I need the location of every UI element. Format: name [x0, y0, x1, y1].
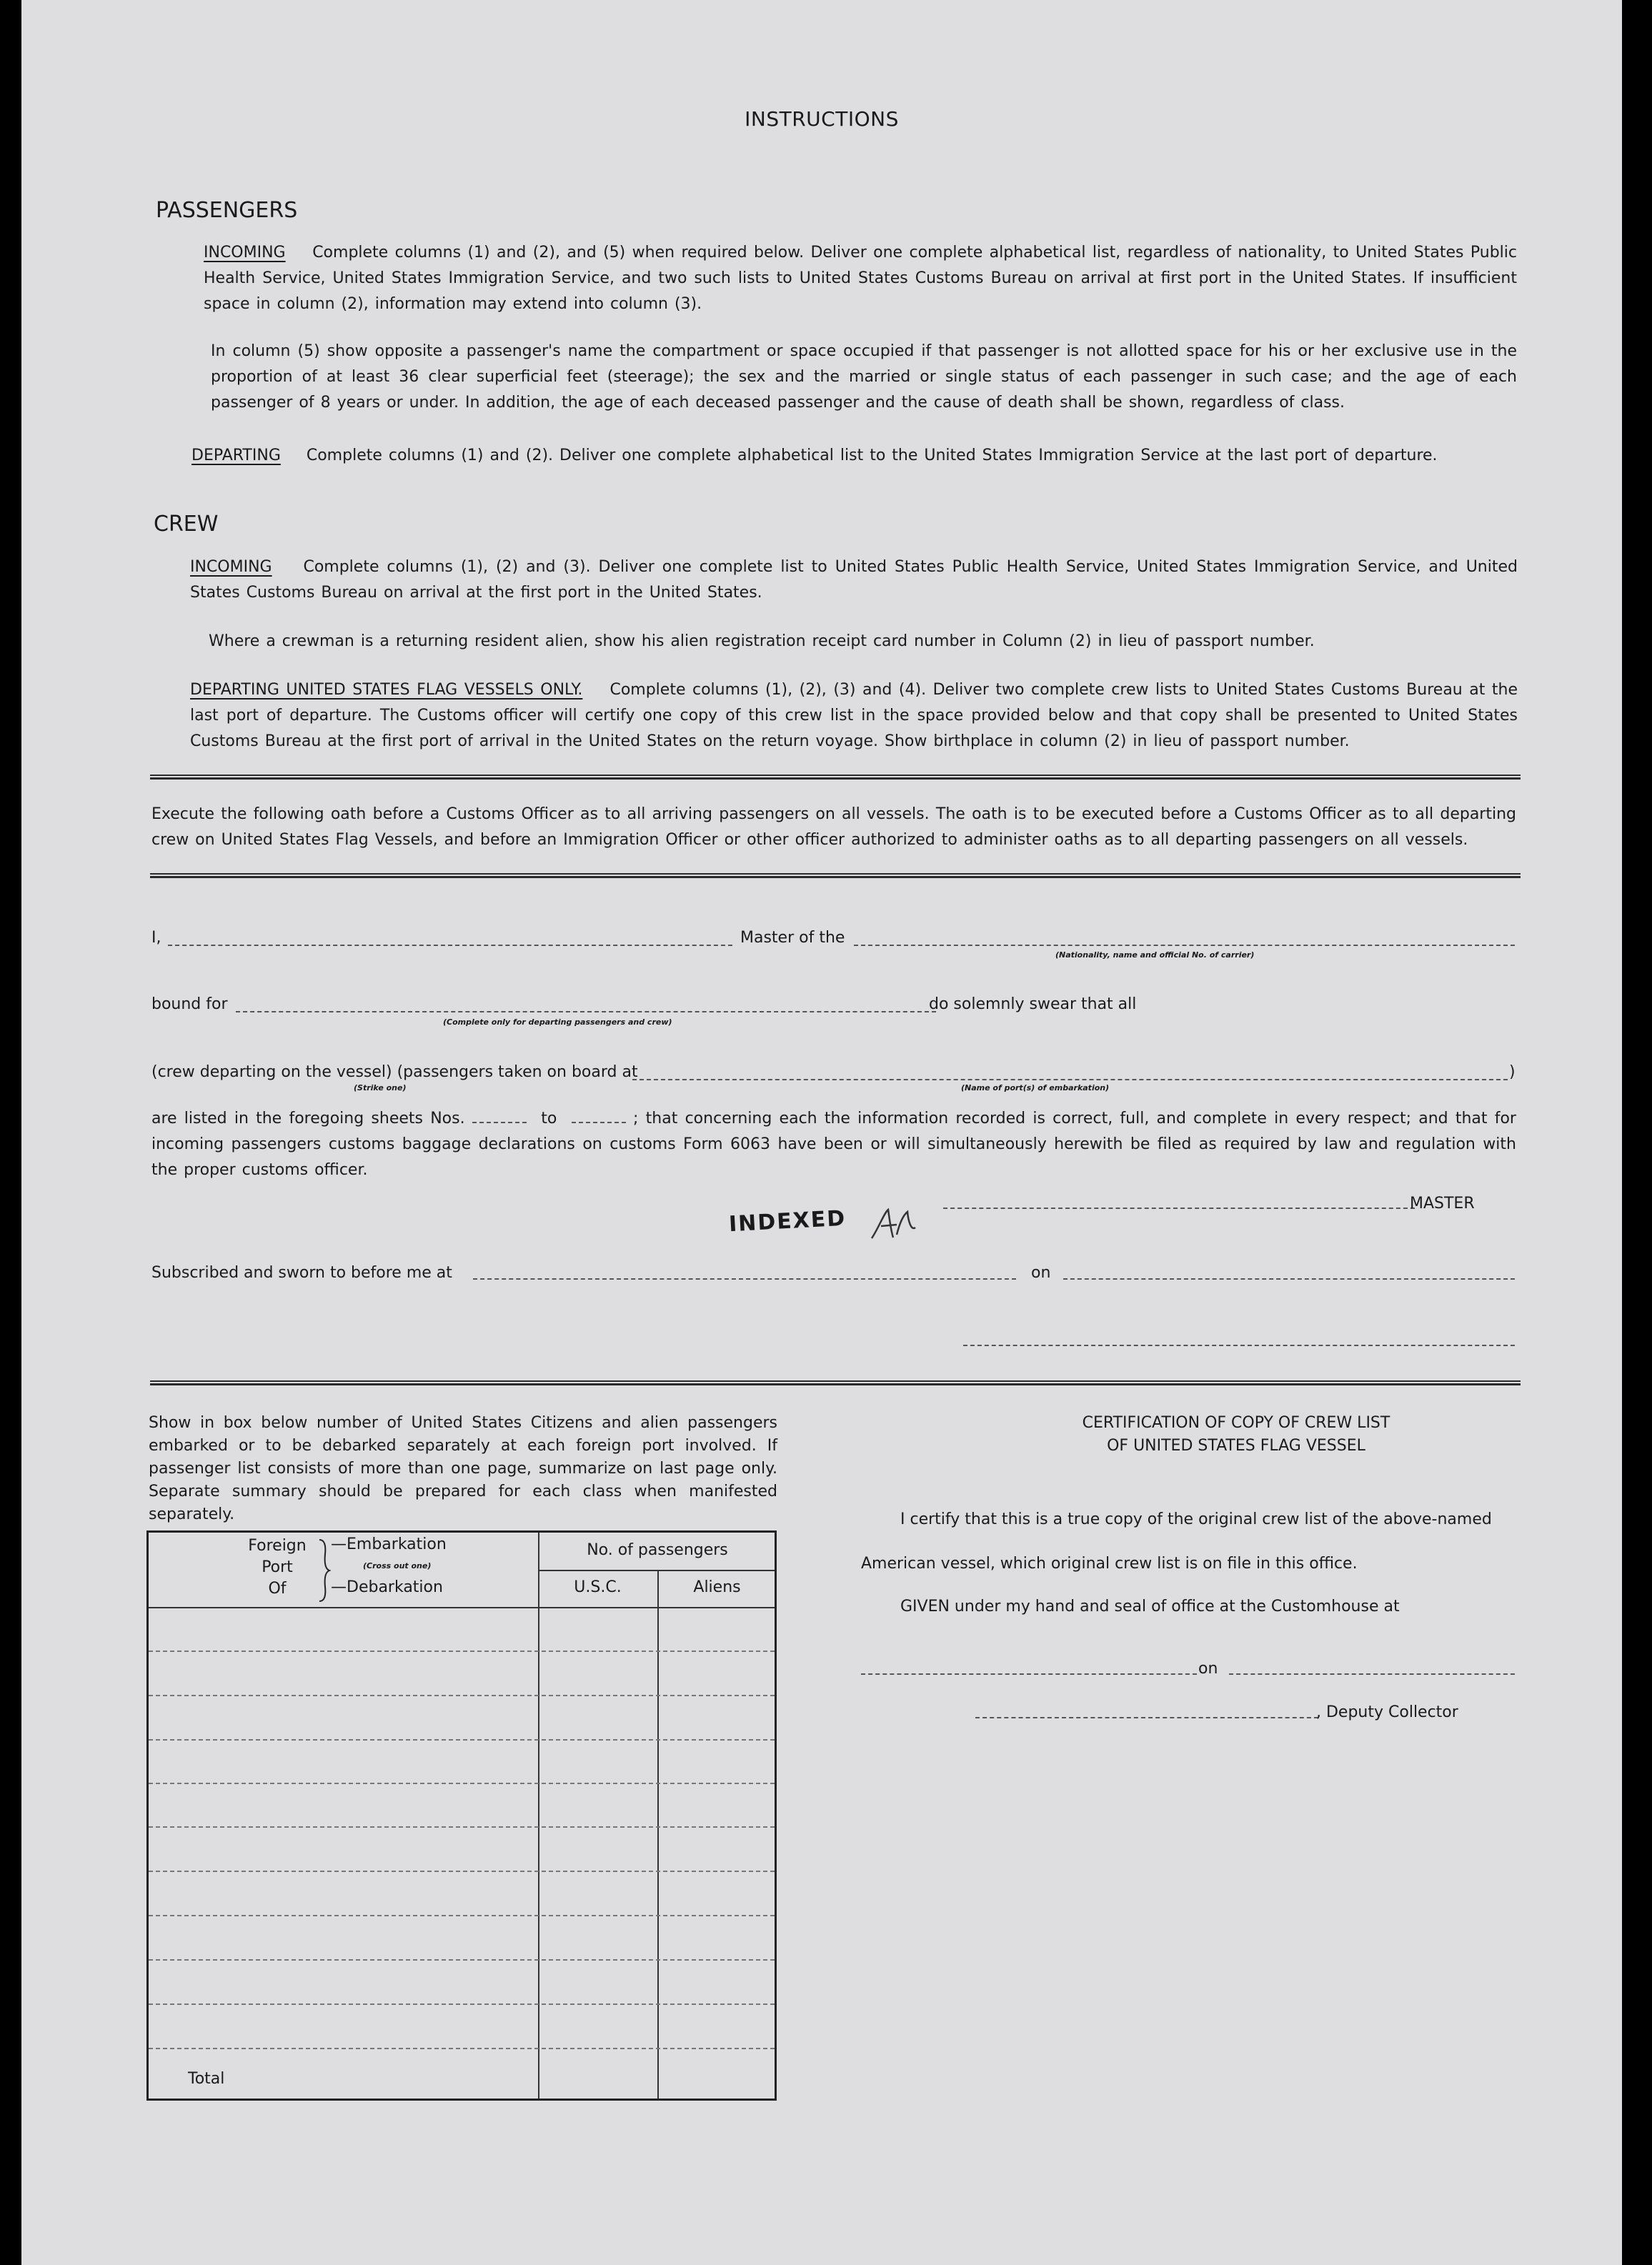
- header-foreign: Foreign: [248, 1537, 307, 1555]
- table-divider: [538, 1570, 775, 1571]
- header-of: Of: [268, 1580, 287, 1598]
- port-hint: (Name of port(s) of embarkation): [961, 1083, 1110, 1092]
- customhouse-field[interactable]: [861, 1673, 1197, 1675]
- listed-paragraph: [151, 1106, 1516, 1183]
- crew-incoming-label: INCOMING: [190, 558, 272, 576]
- crew-departing-label: DEPARTING UNITED STATES FLAG VESSELS ONLY.: [190, 681, 583, 699]
- passengers-departing-text: Complete columns (1) and (2). Deliver one complete alphabetical list to the United States Immigration Service at the last port of departure.: [306, 447, 1438, 464]
- section-divider: [150, 1380, 1521, 1385]
- header-port: Port: [262, 1558, 293, 1576]
- master-signature-field[interactable]: [943, 1208, 1415, 1209]
- certification-title-line1: CERTIFICATION OF COPY OF CREW LIST: [1082, 1414, 1390, 1432]
- sworn-date-field[interactable]: [1063, 1278, 1515, 1280]
- passengers-departing-paragraph: [191, 443, 1521, 469]
- brace-icon: [317, 1538, 331, 1603]
- table-row[interactable]: [149, 2048, 775, 2049]
- crew-departing-paragraph: [190, 677, 1518, 755]
- bound-for-hint: (Complete only for departing passengers and crew): [443, 1017, 672, 1027]
- table-divider: [657, 1570, 659, 2099]
- table-row[interactable]: [149, 1915, 775, 1916]
- deputy-signature-field[interactable]: [975, 1717, 1318, 1718]
- passengers-incoming-paragraph: [204, 240, 1517, 317]
- bound-for-label: bound for: [151, 995, 228, 1013]
- indexed-stamp: INDEXED: [728, 1205, 847, 1238]
- handwritten-initials-icon: [868, 1206, 918, 1243]
- table-row[interactable]: [149, 1651, 775, 1652]
- table-row[interactable]: [149, 1959, 775, 1961]
- certification-title: [957, 1412, 1515, 1458]
- header-embarkation: —Embarkation: [331, 1535, 447, 1553]
- passengers-departing-label: DEPARTING: [191, 447, 281, 464]
- swear-label: do solemnly swear that all: [929, 995, 1137, 1013]
- header-usc: U.S.C.: [574, 1578, 622, 1596]
- close-paren: ): [1509, 1063, 1516, 1081]
- summary-instructions: Show in box below number of United States Citizens and alien passengers embarked or to be debarked separately at each foreign port involved. If passenger list consists of more than one page, summarize on last page only. Separate summary should be prepared for each class when manifested separately.: [149, 1414, 777, 1523]
- crew-heading: CREW: [154, 512, 219, 537]
- certification-on-label: on: [1198, 1660, 1218, 1678]
- deputy-collector-label: , Deputy Collector: [1316, 1703, 1458, 1721]
- header-no-passengers: No. of passengers: [587, 1541, 728, 1559]
- passengers-heading: PASSENGERS: [156, 198, 298, 223]
- oath-i-label: I,: [151, 929, 161, 947]
- table-row[interactable]: [149, 1695, 775, 1696]
- table-divider: [538, 1533, 539, 2099]
- total-label: Total: [188, 2070, 225, 2088]
- header-aliens: Aliens: [693, 1578, 741, 1596]
- carrier-field[interactable]: [854, 945, 1515, 946]
- nationality-hint: (Nationality, name and official No. of carrier): [1055, 950, 1255, 960]
- certification-date-field[interactable]: [1229, 1673, 1515, 1675]
- table-divider: [149, 1607, 775, 1608]
- table-row[interactable]: [149, 2003, 775, 2005]
- passengers-column5-paragraph: In column (5) show opposite a passenger's name the compartment or space occupied if that passenger is not allotted space for his or her exclusive use in the proportion of at least 36 clear superficial feet (steerage); the sex and the married or single status of each passenger in such case; and the age of each passenger of 8 years or under. In addition, the age of each deceased passenger and the cause of death shall be shown, regardless of class.: [211, 342, 1517, 412]
- table-row[interactable]: [149, 1826, 775, 1828]
- sworn-on-label: on: [1031, 1264, 1051, 1282]
- officer-signature-field[interactable]: [963, 1345, 1515, 1346]
- table-row[interactable]: [149, 1871, 775, 1872]
- oath-intro-paragraph: Execute the following oath before a Customs Officer as to all arriving passengers on all vessels. The oath is to be executed before a Customs Officer as to all departing crew on United States Flag Vessels, and before an Immigration Officer or other officer authorized to administer oaths as to all departing passengers on all vessels.: [151, 805, 1516, 849]
- strike-one-hint: (Strike one): [354, 1083, 407, 1092]
- crew-departing-text: Complete columns (1), (2), (3) and (4). Deliver two complete crew lists to United States Customs Bureau at the last port of departure. The Customs officer will certify one copy of this crew list in the space provided below and that copy shall be presented to United States Customs Bureau at the first port of arrival in the United States on the return voyage. Show birthplace in column (2) in lieu of passport number.: [190, 681, 1518, 750]
- certify-text-a: I certify that this is a true copy of the original crew list of the above-named: [900, 1510, 1492, 1528]
- crew-incoming-paragraph: [190, 554, 1518, 606]
- crew-incoming-text: Complete columns (1), (2) and (3). Deliver one complete list to United States Public Health Service, United States Immigration Service, and United States Customs Bureau on arrival at the first port in the United States.: [190, 558, 1518, 602]
- section-divider: [150, 873, 1521, 878]
- sheet-from-field[interactable]: [472, 1112, 527, 1123]
- crew-alien-paragraph: Where a crewman is a returning resident alien, show his alien registration receipt card number in Column (2) in lieu of passport number.: [209, 632, 1315, 650]
- sheet-to-field[interactable]: [572, 1112, 626, 1123]
- embarkation-port-field[interactable]: [632, 1079, 1508, 1080]
- table-row[interactable]: [149, 1783, 775, 1784]
- passenger-summary-table: [146, 1530, 777, 2101]
- given-text: GIVEN under my hand and seal of office at the Customhouse at: [900, 1598, 1400, 1616]
- listed-text-a: are listed in the foregoing sheets Nos.: [151, 1110, 465, 1127]
- listed-to: to: [541, 1110, 557, 1127]
- master-label: MASTER: [1410, 1195, 1475, 1213]
- crew-departing-label: (crew departing on the vessel) (passengers taken on board at: [151, 1063, 638, 1081]
- certification-title-line2: OF UNITED STATES FLAG VESSEL: [1107, 1437, 1365, 1455]
- master-name-field[interactable]: [168, 945, 732, 946]
- header-debarkation: —Debarkation: [331, 1578, 443, 1596]
- master-of-the-label: Master of the: [740, 929, 845, 947]
- bound-for-field[interactable]: [236, 1011, 936, 1012]
- listed-text-b: ; that concerning each the information recorded is correct, full, and complete in every respect; and that for incoming passengers customs baggage declarations on customs Form 6063 have been or will simultaneously herewith be filed as required by law and regulation with the proper customs officer.: [151, 1110, 1516, 1179]
- header-cross-out: (Cross out one): [363, 1561, 432, 1570]
- form-page: [21, 0, 1622, 2265]
- header-foreign-port: [238, 1535, 317, 1600]
- table-row[interactable]: [149, 1739, 775, 1741]
- sworn-place-field[interactable]: [473, 1278, 1016, 1280]
- section-divider: [150, 775, 1521, 780]
- certify-text-b: American vessel, which original crew list is on file in this office.: [861, 1555, 1358, 1573]
- passengers-incoming-text: Complete columns (1) and (2), and (5) when required below. Deliver one complete alphabetical list, regardless of nationality, to United States Public Health Service, United States Immigration Service, and two such lists to United States Customs Bureau on arrival at first port in the United States. If insufficient space in column (2), information may extend into column (3).: [204, 244, 1518, 313]
- passengers-incoming-label: INCOMING: [204, 244, 286, 262]
- page-title: INSTRUCTIONS: [745, 107, 899, 131]
- subscribed-label: Subscribed and sworn to before me at: [151, 1264, 452, 1282]
